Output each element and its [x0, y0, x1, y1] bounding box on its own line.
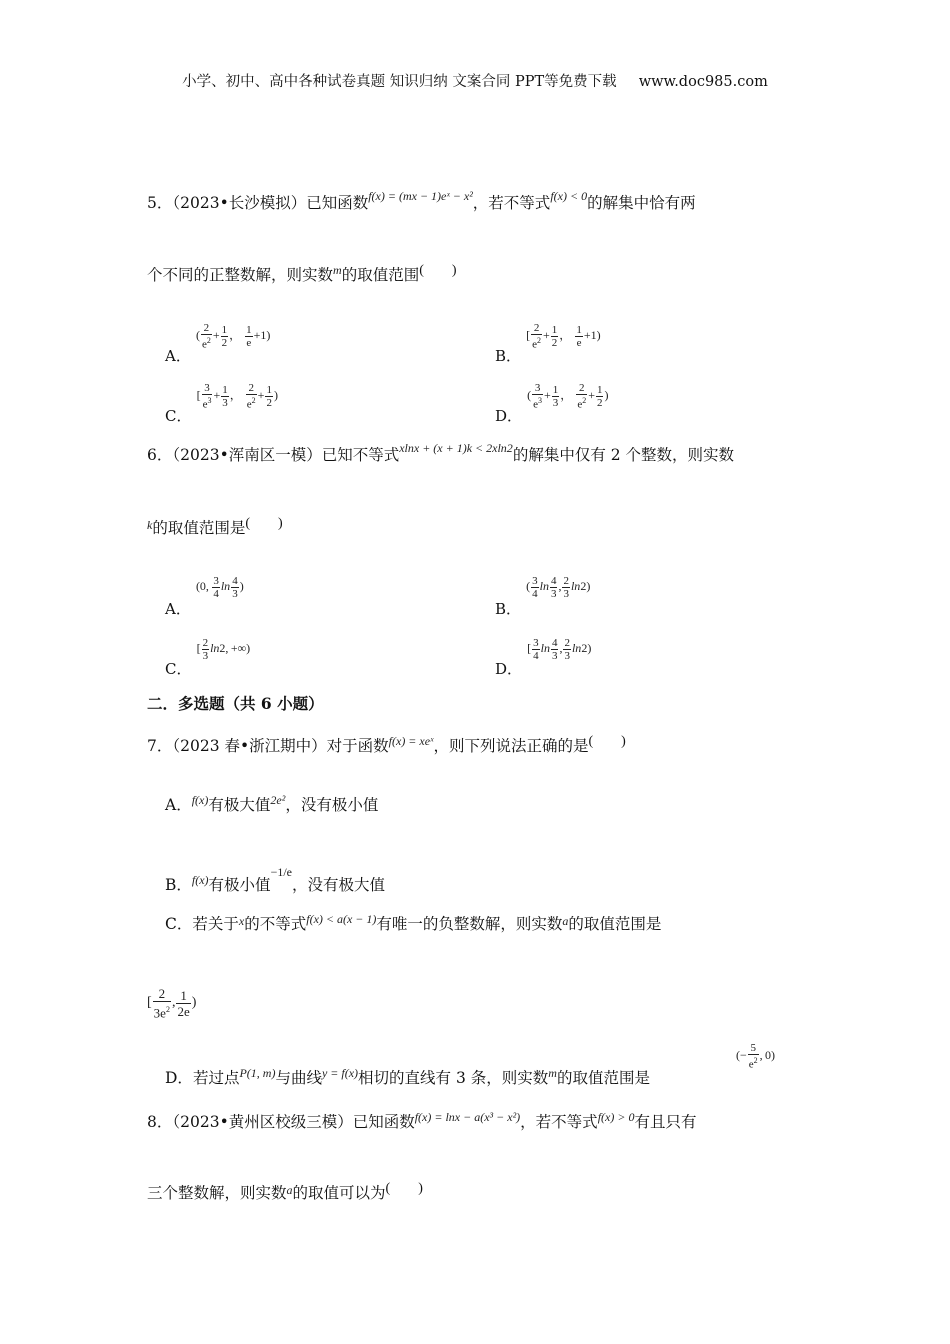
q5-number: 5． — [147, 194, 173, 212]
q6-text-tail: 的解集中仅有 2 个整数，则实数 — [512, 446, 735, 464]
q7-option-b — [165, 865, 386, 896]
q6-inequality: xlnx + (x + 1)k < 2xln2 — [399, 441, 513, 455]
q7d-curve: y = f(x) — [321, 1066, 359, 1080]
q7-answer-paren: ( ) — [588, 734, 626, 749]
q7d-text-4: 的取值范围是 — [556, 1069, 650, 1087]
q7c-text: 若关于 — [192, 915, 239, 933]
header-site: www.doc985.com — [638, 74, 768, 90]
q7b-text-2: ，没有极大值 — [292, 876, 386, 894]
q8-answer-paren: ( ) — [385, 1181, 423, 1196]
q7a-function: f(x) — [191, 793, 209, 807]
q7c-x: x — [238, 914, 245, 928]
q6-line2-text: 的取值范围是 — [152, 519, 246, 537]
page-header — [0, 70, 950, 91]
q5-text-mid: ，若不等式 — [472, 194, 551, 212]
q5-option-a: A． ( $\frac{2}{e^2}$ + $\frac{1}{2}$ ， $\frac{1}{e}$ +1) — [165, 322, 271, 366]
option-label: A． — [165, 600, 191, 618]
q8-line2-text: 三个整数解，则实数 — [147, 1184, 287, 1202]
header-text: 小学、初中、高中各种试卷真题 知识归纳 文案合同 PPT等免费下载 — [182, 74, 617, 90]
q7d-text-3: 相切的直线有 3 条，则实数 — [358, 1069, 549, 1087]
q7-option-a — [165, 795, 378, 816]
option-label: D． — [165, 1069, 193, 1087]
option-label: C． — [165, 407, 192, 426]
q5-option-d: D． ( $\frac{3}{e^3}$ + $\frac{1}{3}$ ， $\frac{2}{e^2}$ + $\frac{1}{2}$ ) — [495, 382, 609, 426]
q7d-point: P(1, m) — [239, 1066, 276, 1080]
q7a-text-2: ，没有极小值 — [285, 796, 379, 814]
option-label: B． — [165, 876, 192, 894]
q8-variable: a — [286, 1183, 293, 1197]
q8-source: （2023•黄州区校级三模）已知函数 — [172, 1113, 415, 1131]
q7a-text: 有极大值 — [208, 796, 271, 814]
q8-function: f(x) = lnx − a(x³ − x²) — [414, 1110, 521, 1124]
q8-line2-text-b: 的取值可以为 — [292, 1184, 386, 1202]
q6-source: （2023•浑南区一模）已知不等式 — [172, 446, 400, 464]
q5-text-tail: 的解集中恰有两 — [587, 194, 696, 212]
q5-variable: m — [333, 263, 342, 277]
q7b-text: 有极小值 — [208, 876, 271, 894]
q7d-range: (− $\frac{5}{e^2}$ , 0) — [736, 1042, 776, 1071]
q5-inequality: f(x) < 0 — [550, 189, 588, 203]
q6-number: 6． — [147, 446, 173, 464]
q8-number: 8． — [147, 1113, 173, 1131]
q5-line1 — [147, 189, 696, 214]
q7b-function: f(x) — [191, 873, 209, 887]
q8-line1 — [147, 1112, 696, 1133]
option-label: A． — [165, 347, 191, 366]
q7b-value: −1/e — [270, 865, 292, 879]
q7d-text-2: 与曲线 — [275, 1069, 322, 1087]
q8-text-tail: 有且只有 — [634, 1113, 697, 1131]
q6-line1 — [147, 441, 735, 466]
q7c-text-3: 有唯一的负整数解，则实数 — [376, 915, 563, 933]
q7c-range: [ $\frac{2}{3e^2}$ , $\frac{1}{2e}$ ) — [147, 986, 197, 1021]
q6-option-b: B． ( $\frac{3}{4}$ ln $\frac{4}{3}$ , $\frac{2}{3}$ ln2) — [495, 574, 591, 618]
q5-function: f(x) = (mx − 1)eˣ − x² — [368, 189, 473, 203]
q5-option-c: C． [ $\frac{3}{e^3}$ + $\frac{1}{3}$ ， $\frac{2}{e^2}$ + $\frac{1}{2}$ ) — [165, 382, 278, 426]
q5-answer-paren: ( ) — [419, 263, 457, 278]
q5-line2-text-b: 的取值范围 — [341, 266, 420, 284]
option-label: D． — [495, 660, 523, 678]
q7c-text-2: 的不等式 — [244, 915, 307, 933]
option-label: D． — [495, 407, 523, 426]
q5-line2 — [147, 265, 457, 287]
q7-line1 — [147, 736, 626, 758]
option-label: A． — [165, 796, 192, 814]
q8-text-mid: ，若不等式 — [520, 1113, 598, 1131]
q6-answer-paren: ( ) — [245, 516, 283, 531]
q5-source: （2023•长沙模拟）已知函数 — [172, 194, 369, 212]
q7c-inequality: f(x) < a(x − 1) — [306, 912, 377, 926]
q8-line2 — [147, 1183, 423, 1205]
q7a-value: 2e² — [270, 793, 286, 807]
q7-text-tail: ，则下列说法正确的是 — [433, 737, 589, 755]
q6-variable: k — [147, 518, 153, 532]
q6-option-c: C． [ $\frac{2}{3}$ ln2, +∞) — [165, 636, 251, 678]
q7d-m: m — [548, 1066, 557, 1080]
q7-option-c — [165, 914, 661, 935]
q7-number: 7． — [147, 737, 173, 755]
q7c-a: a — [562, 914, 569, 928]
q6-option-d: D． [ $\frac{3}{4}$ ln $\frac{4}{3}$ , $\frac{2}{3}$ ln2) — [495, 636, 592, 678]
q7-source: （2023 春•浙江期中）对于函数 — [172, 737, 389, 755]
option-label: B． — [495, 600, 522, 618]
q5-line2-text: 个不同的正整数解，则实数 — [147, 266, 334, 284]
q6-line2 — [147, 518, 283, 540]
section-heading: 二．多选题（共 6 小题） — [147, 694, 324, 713]
q7-option-d — [165, 1068, 650, 1089]
q5-option-b: B． [ $\frac{2}{e^2}$ + $\frac{1}{2}$ ， $\frac{1}{e}$ +1) — [495, 322, 601, 366]
q7c-text-4: 的取值范围是 — [568, 915, 662, 933]
q7-function: f(x) = xeˣ — [388, 734, 434, 748]
q7d-text: 若过点 — [192, 1069, 240, 1087]
option-label: C． — [165, 660, 192, 678]
q6-option-a: A． (0, $\frac{3}{4}$ ln $\frac{4}{3}$ ) — [165, 574, 244, 618]
q8-inequality: f(x) > 0 — [597, 1110, 635, 1124]
option-label: B． — [495, 347, 522, 366]
option-label: C． — [165, 915, 193, 933]
